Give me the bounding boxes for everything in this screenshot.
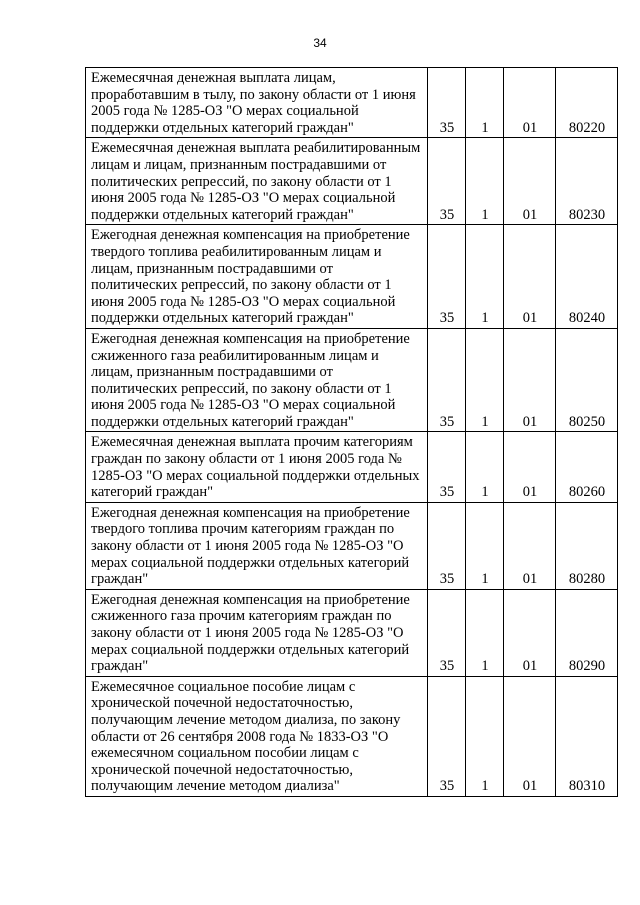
row-target-code: 80310 xyxy=(556,676,618,796)
row-description: Ежегодная денежная компенсация на приобретение твердого топлива реабилитированным лицам и лицам, признанным пострадавшими от политических репрессий, по закону области от 1 июня 2005 года № 1285-ОЗ "О мерах социальной поддержки отдельных категорий граждан" xyxy=(86,225,428,329)
table-row xyxy=(86,502,618,589)
budget-table xyxy=(85,67,618,797)
row-description: Ежегодная денежная компенсация на приобретение твердого топлива прочим категориям граждан по закону области от 1 июня 2005 года № 1285-ОЗ "О мерах социальной поддержки отдельных категорий граждан" xyxy=(86,502,428,589)
table-row xyxy=(86,589,618,676)
table-row xyxy=(86,225,618,329)
budget-table-body xyxy=(86,68,618,797)
row-subsection-code: 01 xyxy=(504,676,556,796)
row-subsection-code: 01 xyxy=(504,225,556,329)
row-ministry-code: 35 xyxy=(428,502,466,589)
table-row xyxy=(86,328,618,432)
page-number: 34 xyxy=(313,36,327,50)
table-row xyxy=(86,432,618,502)
row-target-code: 80260 xyxy=(556,432,618,502)
row-description: Ежегодная денежная компенсация на приобретение сжиженного газа реабилитированным лицам и лицам, признанным пострадавшими от политических репрессий, по закону области от 1 июня 2005 года № 1285-ОЗ "О мерах социальной поддержки отдельных категорий граждан" xyxy=(86,328,428,432)
row-target-code: 80250 xyxy=(556,328,618,432)
row-target-code: 80290 xyxy=(556,589,618,676)
row-section-code: 1 xyxy=(466,68,504,138)
row-ministry-code: 35 xyxy=(428,68,466,138)
row-section-code: 1 xyxy=(466,328,504,432)
row-description: Ежемесячная денежная выплата прочим категориям граждан по закону области от 1 июня 2005 года № 1285-ОЗ "О мерах социальной поддержки отдельных категорий граждан" xyxy=(86,432,428,502)
row-section-code: 1 xyxy=(466,225,504,329)
row-subsection-code: 01 xyxy=(504,589,556,676)
row-section-code: 1 xyxy=(466,589,504,676)
row-section-code: 1 xyxy=(466,432,504,502)
row-ministry-code: 35 xyxy=(428,676,466,796)
row-target-code: 80240 xyxy=(556,225,618,329)
table-row xyxy=(86,68,618,138)
row-ministry-code: 35 xyxy=(428,225,466,329)
row-ministry-code: 35 xyxy=(428,328,466,432)
row-target-code: 80230 xyxy=(556,138,618,225)
row-section-code: 1 xyxy=(466,138,504,225)
row-subsection-code: 01 xyxy=(504,68,556,138)
row-subsection-code: 01 xyxy=(504,432,556,502)
row-ministry-code: 35 xyxy=(428,432,466,502)
row-description: Ежемесячное социальное пособие лицам с хронической почечной недостаточностью, получающим лечение методом диализа, по закону области от 26 сентября 2008 года № 1833-ОЗ "О ежемесячном социальном пособии лицам с хронической почечной недостаточностью, получающим лечение методом диализа" xyxy=(86,676,428,796)
row-description: Ежемесячная денежная выплата реабилитированным лицам и лицам, признанным пострадавшими от политических репрессий, по закону области от 1 июня 2005 года № 1285-ОЗ "О мерах социальной поддержки отдельных категорий граждан" xyxy=(86,138,428,225)
row-target-code: 80280 xyxy=(556,502,618,589)
row-subsection-code: 01 xyxy=(504,328,556,432)
row-description: Ежегодная денежная компенсация на приобретение сжиженного газа прочим категориям граждан по закону области от 1 июня 2005 года № 1285-ОЗ "О мерах социальной поддержки отдельных категорий граждан" xyxy=(86,589,428,676)
row-section-code: 1 xyxy=(466,502,504,589)
row-section-code: 1 xyxy=(466,676,504,796)
table-row xyxy=(86,138,618,225)
table-row xyxy=(86,676,618,796)
row-ministry-code: 35 xyxy=(428,589,466,676)
row-subsection-code: 01 xyxy=(504,502,556,589)
row-target-code: 80220 xyxy=(556,68,618,138)
row-subsection-code: 01 xyxy=(504,138,556,225)
row-ministry-code: 35 xyxy=(428,138,466,225)
row-description: Ежемесячная денежная выплата лицам, проработавшим в тылу, по закону области от 1 июня 2005 года № 1285-ОЗ "О мерах социальной поддержки отдельных категорий граждан" xyxy=(86,68,428,138)
